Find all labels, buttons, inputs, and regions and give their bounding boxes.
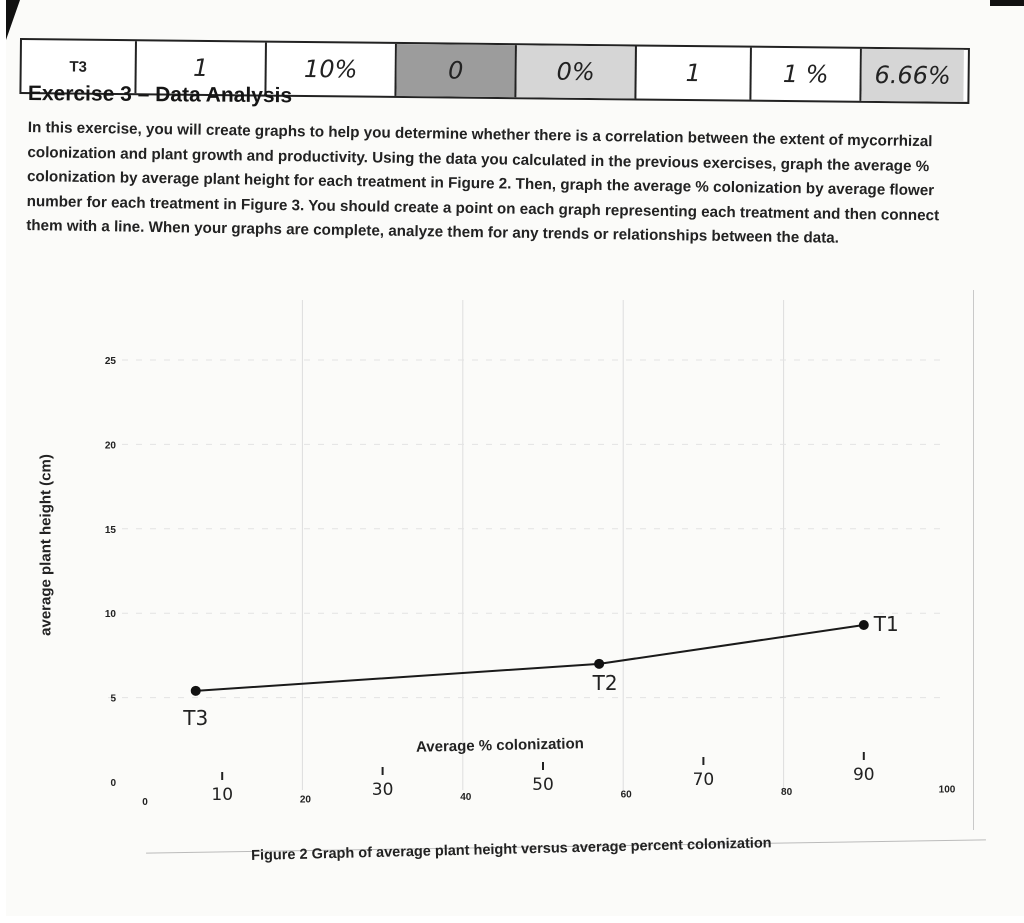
x-tick-label: 20 — [299, 794, 311, 806]
y-axis-label: average plant height (cm) — [37, 454, 55, 636]
table-cell: 1 % — [751, 48, 862, 101]
y-tick-label: 0 — [110, 778, 116, 789]
scan-corner-mark — [6, 0, 20, 40]
handwritten-x-tick-label: 10 — [211, 785, 234, 805]
data-point-label: T2 — [592, 670, 618, 695]
table-cell-shaded: 0 — [396, 44, 517, 97]
handwritten-x-tick-label: 30 — [371, 780, 394, 800]
table-cell: 1 — [136, 41, 267, 94]
y-tick-label: 15 — [104, 524, 116, 536]
data-point-t1 — [859, 620, 869, 630]
data-point-label: T3 — [183, 705, 209, 730]
x-tick-label: 60 — [620, 789, 632, 801]
table-cell-shaded: 6.66% — [861, 49, 964, 102]
x-tick-label: 0 — [142, 797, 148, 808]
scan-edge-mark — [990, 0, 1024, 6]
handwritten-x-tick-label: 70 — [692, 770, 715, 790]
figure-caption: Figure 2 Graph of average plant height versus average percent colonization — [251, 835, 772, 864]
y-tick-label: 20 — [104, 440, 116, 452]
data-point-t2 — [594, 659, 604, 669]
data-point-t3 — [191, 686, 201, 696]
exercise-heading: Exercise 3 – Data Analysis — [27, 82, 293, 108]
instructions-paragraph: In this exercise, you will create graphs to help you determine whether there is a correlation between the extent of mycorrhizal colonization and plant growth and productivity. Using the data you calculated in the previous exercises, graph the average % colonization by average plant height for each treatment in Figure 2. Then, graph the average % colonization by average flower number for each treatment in Figure 3. You should create a point on each graph representing each treatment and then connect them with a line. When your graphs are complete, analyze them for any trends or relationships between the data. — [26, 118, 940, 248]
handwritten-x-tick-label: 50 — [532, 775, 554, 795]
data-point-label: T1 — [873, 612, 899, 637]
x-tick-label: 100 — [938, 784, 956, 796]
y-tick-label: 10 — [104, 609, 116, 621]
worksheet-page — [6, 0, 1024, 916]
table-cell: 10% — [266, 43, 397, 96]
series-line — [196, 625, 864, 691]
table-cell: 1 — [636, 46, 752, 99]
table-cell-treatment: T3 — [21, 40, 137, 93]
table-cell: 0% — [516, 45, 637, 98]
x-tick-label: 80 — [781, 787, 793, 798]
y-tick-label: 25 — [104, 356, 116, 367]
handwritten-x-tick-label: 90 — [852, 765, 875, 785]
y-tick-label: 5 — [110, 693, 116, 705]
x-axis-label: Average % colonization — [415, 735, 584, 756]
x-tick-label: 40 — [460, 792, 472, 803]
